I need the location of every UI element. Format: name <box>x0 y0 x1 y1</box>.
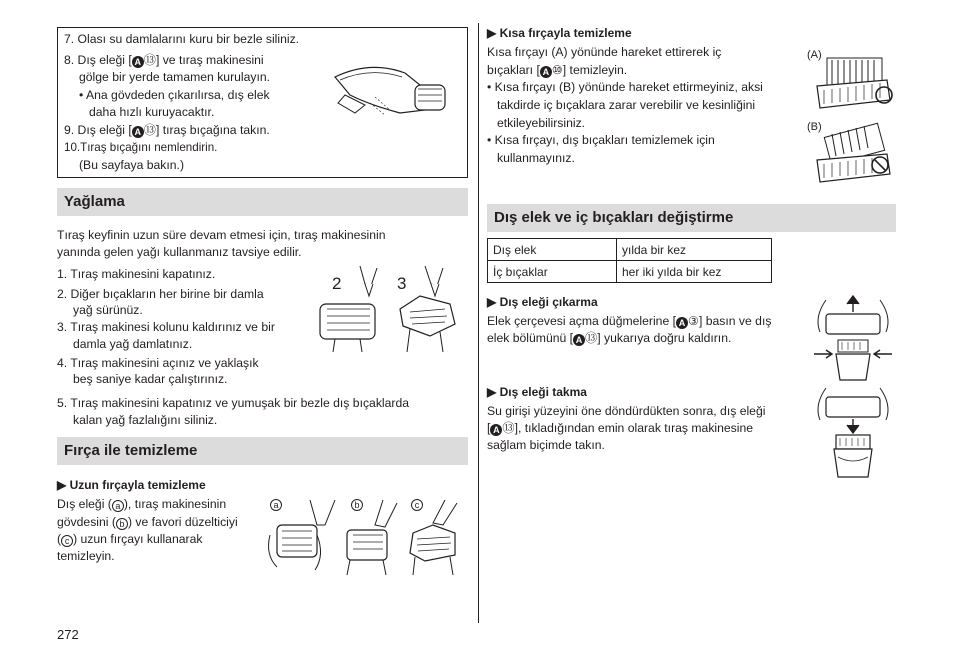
ref-circle-b: b <box>116 518 128 530</box>
kisa-note-2-cont: kullanmayınız. <box>497 151 575 165</box>
step-8: 8. Dış eleği [ A ⑬] ve tıraş makinesini <box>64 53 264 67</box>
ref-circle-a: a <box>112 500 124 512</box>
ref-circle-c: c <box>61 535 73 547</box>
yaglama-step-2: 2. Diğer bıçakların her birine bir damla <box>57 287 264 301</box>
yaglama-intro-cont: yanında gelen yağı kullanmanız tavsiye edilir. <box>57 245 302 259</box>
kisa-note-1: • Kısa fırçayı (B) yönünde hareket ettirmeyiniz, aksi <box>487 80 763 94</box>
takma-text-1: Su girişi yüzeyini öne döndürdükten sonra, dış eleği <box>487 404 766 418</box>
step-10: 10.Tıraş bıçağını nemlendirin. <box>64 141 218 154</box>
table-cell-frequency: yılda bir kez <box>617 239 772 261</box>
figure-label-A: (A) <box>807 49 822 61</box>
takma-subtitle: ▶ Dış eleği takma <box>487 385 587 399</box>
table-cell-frequency: her iki yılda bir kez <box>617 261 772 283</box>
ref-badge: A <box>676 317 688 329</box>
figure-label-2: 2 <box>332 274 342 293</box>
step-9: 9. Dış eleği [ A ⑬] tıraş bıçağına takın. <box>64 123 270 137</box>
long-brush-illustration <box>265 495 465 575</box>
figure-label-b: b <box>351 499 363 511</box>
yaglama-step-4-cont: beş saniye kadar çalıştırınız. <box>73 372 228 386</box>
replacement-table <box>487 238 772 283</box>
kisa-note-1-cont2: etkileyebilirsiniz. <box>497 116 586 130</box>
uzun-text-4: temizleyin. <box>57 549 115 563</box>
section-yaglama-title: Yağlama <box>57 188 468 216</box>
step-7: 7. Olası su damlalarını kuru bir bezle siliniz. <box>64 32 300 46</box>
remove-foil-illustration <box>812 292 894 382</box>
ref-badge: A <box>540 66 552 78</box>
table-cell-part: İç bıçaklar <box>488 261 617 283</box>
page-number: 272 <box>57 627 79 642</box>
section-firca-title: Fırça ile temizleme <box>57 437 468 465</box>
figure-label-a: a <box>270 499 282 511</box>
table-row <box>488 239 772 261</box>
yaglama-step-5-cont: kalan yağ fazlalığını siliniz. <box>73 413 218 427</box>
section-degistirme-title: Dış elek ve iç bıçakları değiştirme <box>487 204 896 232</box>
oiling-illustration <box>315 264 465 354</box>
kisa-note-2: • Kısa fırçayı, dış bıçakları temizlemek için <box>487 133 715 147</box>
yaglama-step-4: 4. Tıraş makinesini açınız ve yaklaşık <box>57 356 259 370</box>
table-cell-part: Dış elek <box>488 239 617 261</box>
ref-badge: A <box>573 334 585 346</box>
yaglama-step-1: 1. Tıraş makinesini kapatınız. <box>57 267 216 281</box>
figure-label-B: (B) <box>807 121 822 133</box>
kisa-firca-subtitle: ▶ Kısa fırçayla temizleme <box>487 26 632 40</box>
yaglama-step-3-cont: damla yağ damlatınız. <box>73 337 193 351</box>
yaglama-step-5: 5. Tıraş makinesini kapatınız ve yumuşak bir bezle dış bıçaklarda <box>57 396 410 410</box>
shaver-drying-illustration <box>330 55 460 120</box>
kisa-note-1-cont: takdirde iç bıçaklara zarar verebilir ve kesinliğini <box>497 98 756 112</box>
attach-foil-illustration <box>812 385 894 480</box>
step-8-note-cont: daha hızlı kuruyacaktır. <box>89 105 215 119</box>
cikarma-text-1: Elek çerçevesi açma düğmelerine [ A ③] basın ve dış <box>487 314 772 328</box>
step-8-cont: gölge bir yerde tamamen kurulayın. <box>79 70 271 84</box>
uzun-text-1: Dış eleği ( a ), tıraş makinesinin <box>57 497 227 511</box>
ref-badge: A <box>132 56 144 68</box>
uzun-firca-subtitle: ▶ Uzun fırçayla temizleme <box>57 478 206 492</box>
kisa-text-1: Kısa fırçayı (A) yönünde hareket ettirerek iç <box>487 45 722 59</box>
kisa-text-2: bıçakları [ A ⑩] temizleyin. <box>487 63 628 77</box>
yaglama-step-2-cont: yağ sürünüz. <box>73 303 143 317</box>
ref-badge: A <box>490 424 502 436</box>
yaglama-intro: Tıraş keyfinin uzun süre devam etmesi için, tıraş makinesinin <box>57 228 386 242</box>
figure-label-c: c <box>411 499 423 511</box>
table-row <box>488 261 772 283</box>
uzun-text-3: ( c ) uzun fırçayı kullanarak <box>57 532 203 546</box>
takma-text-3: sağlam biçimde takın. <box>487 438 605 452</box>
step-10-note: (Bu sayfaya bakın.) <box>79 158 184 172</box>
ref-badge: A <box>132 126 144 138</box>
short-brush-illustration <box>812 50 894 190</box>
column-divider <box>478 23 479 623</box>
takma-text-2: [ A ⑬], tıkladığından emin olarak tıraş makinesine <box>487 421 754 435</box>
figure-label-3: 3 <box>397 274 407 293</box>
step-8-note: • Ana gövdeden çıkarılırsa, dış elek <box>79 88 270 102</box>
cikarma-text-2: elek bölümünü [ A ⑬] yukarıya doğru kaldırın. <box>487 331 732 345</box>
cikarma-subtitle: ▶ Dış eleği çıkarma <box>487 295 598 309</box>
yaglama-step-3: 3. Tıraş makinesi kolunu kaldırınız ve bir <box>57 320 275 334</box>
uzun-text-2: gövdesini ( b ) ve favori düzelticiyi <box>57 515 238 529</box>
